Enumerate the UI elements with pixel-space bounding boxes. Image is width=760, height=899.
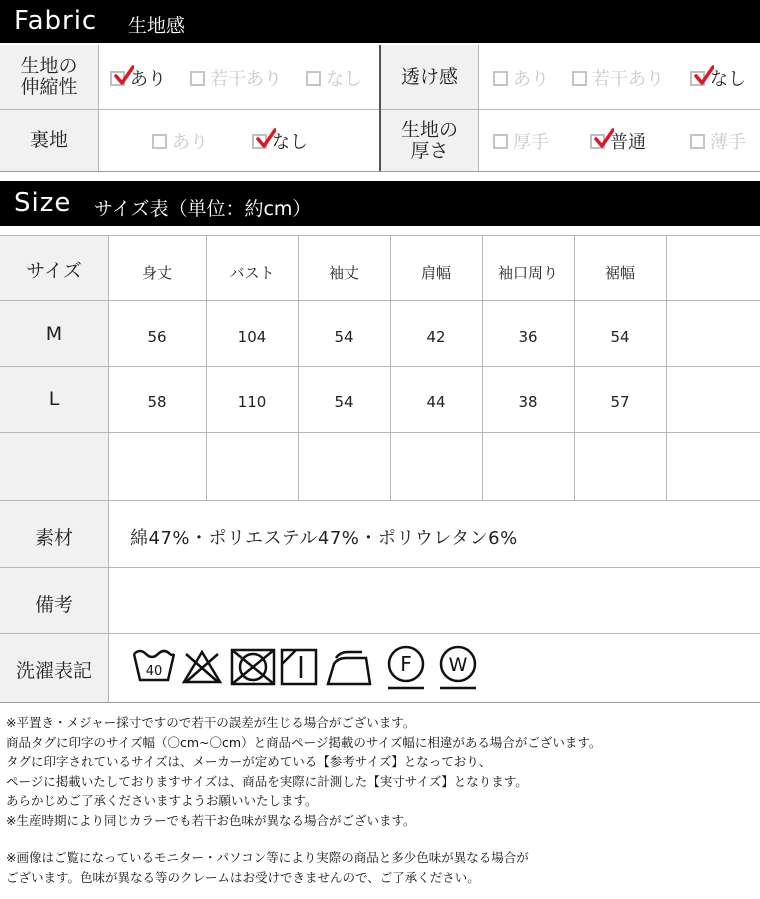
stretch-option-none[interactable]: なし: [306, 66, 362, 90]
checkbox-checked: [252, 134, 267, 149]
remarks-label: 備考: [34, 594, 73, 616]
size-title: Size: [14, 188, 72, 218]
sheer-label: 透け感: [381, 45, 478, 109]
note-line: ございます。色味が異なる等のクレームはお受けできませんので、ご了承ください。: [6, 870, 480, 885]
sheer-option-slight[interactable]: 若干あり: [572, 66, 664, 90]
note-line: 商品タグに印字のサイズ幅（〇cm~〇cm）と商品ページ掲載のサイズ幅に相違がある場合がございます。: [6, 735, 602, 750]
size-subtitle: サイズ表（単位：約cm）: [94, 198, 312, 220]
laundry-label: 洗濯表記: [15, 660, 92, 682]
checkbox-unchecked: [493, 134, 508, 149]
lining-option-none[interactable]: なし: [252, 129, 308, 153]
table-cell: 42: [426, 328, 446, 346]
checkbox-checked: [590, 134, 605, 149]
table-cell: 56: [147, 328, 167, 346]
checkbox-unchecked: [493, 71, 508, 86]
size-header: [0, 181, 760, 226]
table-cell: 57: [610, 393, 630, 411]
table-cell: 36: [518, 328, 538, 346]
material-label: 素材: [34, 527, 73, 549]
checkbox-unchecked: [152, 134, 167, 149]
check-icon: [114, 65, 134, 87]
stretch-option-slight[interactable]: 若干あり: [190, 66, 282, 90]
column-header: 袖丈: [328, 264, 359, 282]
lining-option-ari[interactable]: あり: [152, 129, 208, 153]
check-icon: [256, 128, 276, 150]
table-cell: 44: [426, 393, 446, 411]
note-line: ※平置き・メジャー採寸ですので若干の誤差が生じる場合がございます。: [6, 715, 416, 730]
checkbox-checked: [110, 71, 125, 86]
size-row-label: L: [48, 388, 60, 410]
table-cell: 58: [147, 393, 167, 411]
sheer-option-none[interactable]: なし: [690, 66, 746, 90]
table-cell: 104: [237, 328, 267, 346]
wash-temp-text: 40: [145, 664, 163, 679]
thickness-label: 生地の 厚さ: [381, 110, 478, 171]
table-cell: 38: [518, 393, 538, 411]
column-header: 身丈: [141, 264, 172, 282]
table-cell: 110: [237, 393, 267, 411]
size-corner-label: サイズ: [26, 260, 82, 282]
wet-clean-w-text: W: [448, 654, 468, 676]
table-cell: 54: [334, 393, 354, 411]
laundry-icons: [126, 640, 486, 696]
note-line: ページに掲載いたしておりますサイズは、商品を実際に計測した【実寸サイズ】となります。: [6, 774, 528, 789]
thickness-option-thin[interactable]: 薄手: [690, 129, 746, 153]
note-line: あらかじめご了承くださいますようお願いいたします。: [6, 793, 318, 808]
column-header: 肩幅: [420, 264, 451, 282]
material-value: 綿47%・ポリエステル47%・ポリウレタン6%: [130, 528, 518, 549]
thickness-option-normal[interactable]: 普通: [590, 129, 646, 153]
dry-clean-f-text: F: [400, 652, 412, 676]
no-tumble-dry-icon: [232, 650, 274, 684]
checkbox-unchecked: [690, 134, 705, 149]
column-header: 袖口周り: [497, 264, 558, 282]
note-line: ※画像はご覧になっているモニター・パソコン等により実際の商品と多少色味が異なる場合が: [6, 850, 529, 865]
fabric-header: [0, 0, 760, 43]
table-cell: 54: [334, 328, 354, 346]
size-row-label: M: [45, 323, 63, 345]
thickness-option-thick[interactable]: 厚手: [493, 129, 549, 153]
check-icon: [594, 128, 614, 150]
column-header: 裾幅: [604, 264, 635, 282]
iron-icon: [328, 652, 370, 684]
column-header: バスト: [229, 264, 275, 282]
checkbox-unchecked: [306, 71, 321, 86]
check-icon: [694, 65, 714, 87]
table-cell: 54: [610, 328, 630, 346]
lining-label: 裏地: [0, 110, 98, 171]
fabric-subtitle: 生地感: [128, 15, 186, 37]
note-line: タグに印字されているサイズは、メーカーが定めている【参考サイズ】となっており、: [6, 754, 492, 769]
checkbox-unchecked: [572, 71, 587, 86]
drip-dry-shade-icon: [282, 650, 316, 684]
stretch-option-ari[interactable]: あり: [110, 66, 166, 90]
checkbox-unchecked: [190, 71, 205, 86]
note-line: ※生産時期により同じカラーでも若干お色味が異なる場合がございます。: [6, 813, 416, 828]
no-bleach-icon: [184, 652, 220, 682]
stretch-label: 生地の 伸縮性: [0, 45, 98, 109]
fabric-title: Fabric: [14, 6, 98, 36]
sheer-option-ari[interactable]: あり: [493, 66, 549, 90]
checkbox-checked: [690, 71, 705, 86]
